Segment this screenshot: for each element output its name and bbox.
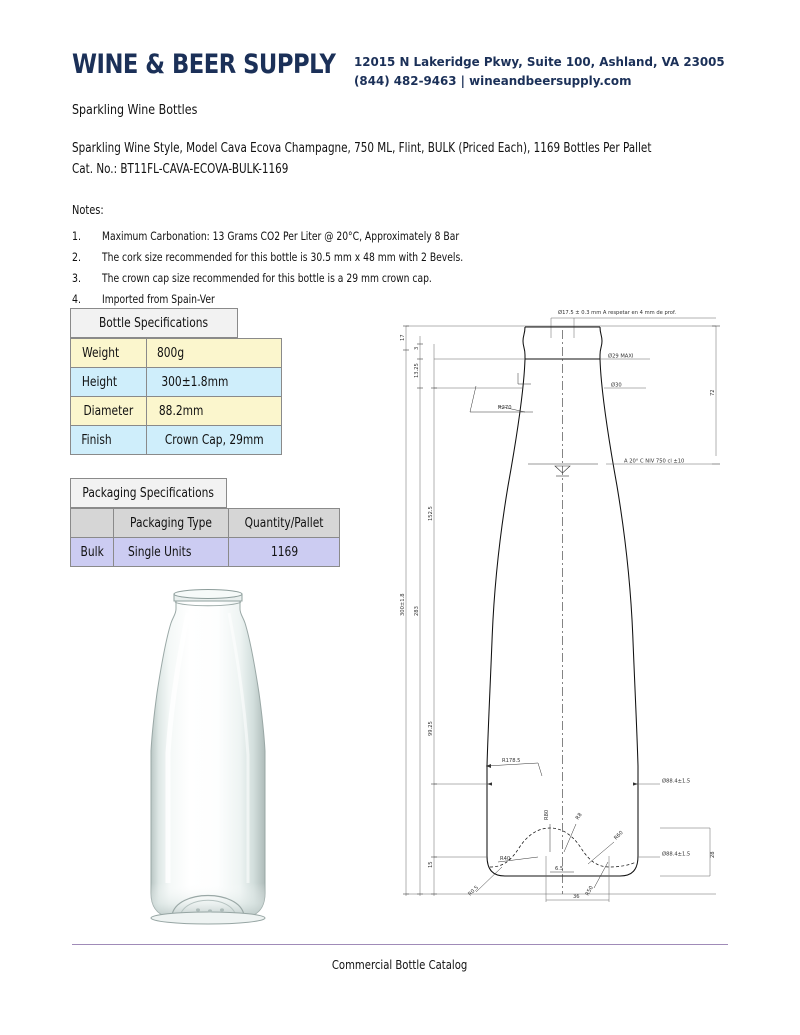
packaging-type-value: Single Units [114,538,229,567]
page-title: Sparkling Wine Bottles [72,102,198,118]
packaging-header-blank [71,509,114,538]
bottle-base-ellipse [151,912,265,924]
spec-value-cell: 88.2mm [146,397,282,426]
bottle-photograph [92,583,324,931]
product-description-line: Sparkling Wine Style, Model Cava Ecova Champagne, 750 ML, Flint, BULK (Priced Each), 1169 Bottles Per Pallet [72,141,652,156]
spec-value-cell: 800g [146,339,282,368]
radius-shoulder-leader [486,758,542,776]
note-item [72,247,762,268]
footer-label-text: Commercial Bottle Catalog [332,958,468,972]
dim-body-diameter [434,778,690,786]
packaging-specifications-title [70,478,227,508]
note-text: The cork size recommended for this bottle is 30.5 mm x 48 mm with 2 Bevels. [102,250,464,264]
radius-punt-small-text: R8 [574,812,584,822]
dim-body-diameter-text: Ø88.4±1.5 [662,778,691,785]
height-neck-total-text: 72 [710,389,716,396]
note-item [72,226,762,247]
notes-heading: Notes: [72,203,104,217]
punt-inner-width-text: 6.5 [555,866,564,872]
bottle-base-mark [196,908,200,911]
packaging-header-type: Packaging Type [114,509,229,538]
packaging-header-quantity: Quantity/Pallet [229,509,340,538]
dim-crown-max-text: Ø29 MAXI [608,353,634,360]
note-number: 1. [72,229,82,243]
top-diameter-note [551,309,716,338]
dim-base-diameter [434,828,716,876]
table-row [71,339,282,368]
height-bead-text: 13.25 [414,363,420,378]
note-text: The crown cap size recommended for this bottle is a 29 mm crown cap. [102,271,432,285]
note-text: Imported from Spain-Ver [102,292,215,306]
technical-drawing [398,296,764,926]
note-number: 2. [72,250,82,264]
radius-heel-text: R40 [500,856,511,862]
dim-neck-30 [434,382,646,389]
dim-base-diameter-text: Ø88.4±1.5 [662,851,691,858]
top-note-text: Ø17.5 ± 0.3 mm A respetar en 4 mm de prof. [558,310,677,316]
bottle-punt-profile [490,828,636,867]
note-item [72,268,762,289]
right-dimension-72 [710,326,720,464]
bottle-base-mark [220,908,224,911]
note-number: 3. [72,271,82,285]
punt-width-dimensions [546,856,609,902]
height-shoulder-text: 283 [414,606,420,616]
punt-width-text: 36 [573,894,580,900]
height-finish-text: 17 [400,334,406,341]
table-row [71,368,282,397]
product-description [72,138,762,180]
notes-section [72,200,762,310]
height-small-text: 3 [414,346,420,350]
bottle-specifications-title-text: Bottle Specifications [99,315,209,331]
height-overall-text: 300±1.8 [400,593,406,616]
dim-crown-max [434,353,650,360]
table-row [71,538,340,567]
note-number: 4. [72,292,82,306]
packaging-specifications-title-text: Packaging Specifications [82,485,215,501]
spec-label-cell: Height [71,368,147,397]
radius-shoulder-text: R178.5 [502,758,521,764]
company-logo-text: WINE & BEER SUPPLY [72,49,336,80]
radius-punt-inner-text: R50 [584,885,595,897]
spec-label-cell: Finish [71,426,147,455]
radius-neck-text: R270 [498,405,512,411]
footer-divider [72,944,728,945]
table-row [71,397,282,426]
height-body-text: 152.5 [428,506,434,521]
company-phone-website: (844) 482-9463 | wineandbeersupply.com [354,73,632,88]
packaging-specifications-table [70,478,324,567]
fill-level-marker [528,459,712,477]
radius-punt-outer-text: R60 [613,829,625,842]
left-dimension-labels [400,326,716,894]
page-header [72,50,752,102]
radius-heel2-text: R0.5 [467,884,480,898]
radius-punt-center-text: R80 [544,809,550,820]
spec-value-cell: 300±1.8mm [146,368,282,397]
table-header-row [71,509,340,538]
packaging-quantity-value: 1169 [229,538,340,567]
spec-label-cell: Diameter [71,397,147,426]
table-row [71,426,282,455]
spec-label-cell: Weight [71,339,147,368]
drawing-extension-lines [406,326,716,896]
fill-note-text: A 20° C NIV 750 cl ±10 [624,458,685,465]
height-lower-text: 99.25 [428,721,434,736]
packaging-type-label: Bulk [71,538,114,567]
dim-neck-30-text: Ø30 [611,382,622,389]
bottle-mouth-ellipse [174,590,242,599]
height-base-text: 15 [428,861,434,868]
bottle-base-mark [208,909,212,912]
note-text: Maximum Carbonation: 13 Grams CO2 Per Liter @ 20°C, Approximately 8 Bar [102,229,460,243]
spec-value-cell: Crown Cap, 29mm [146,426,282,455]
footer-label [0,958,800,972]
company-address: 12015 N Lakeridge Pkwy, Suite 100, Ashland, VA 23005 [354,54,725,69]
company-contact-block [354,52,725,90]
bottle-specifications-title [70,308,238,338]
dim-base-right-text: 28 [710,851,716,858]
product-catalog-number: Cat. No.: BT11FL-CAVA-ECOVA-BULK-1169 [72,162,289,177]
bottle-specifications-table [70,308,264,455]
